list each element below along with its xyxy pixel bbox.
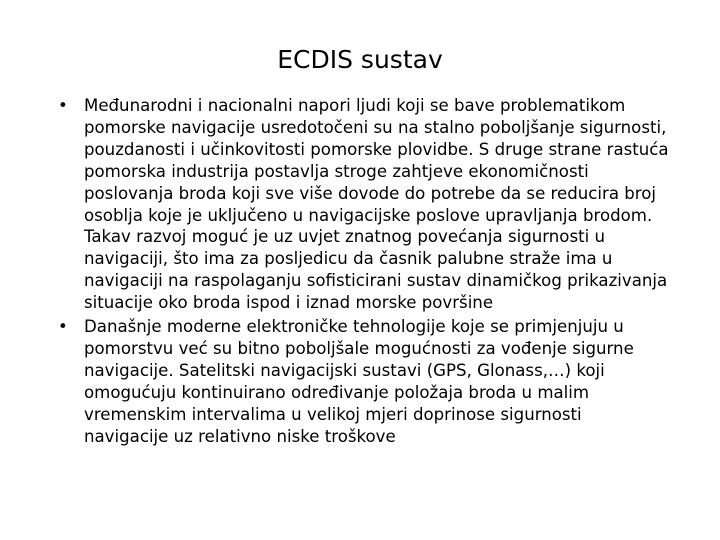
bullet-list	[58, 95, 670, 450]
bullet-icon: •	[58, 96, 68, 115]
bullet-text: Međunarodni i nacionalni napori ljudi koji se bave problematikom pomorske navigacije usredotočeni su na stalno poboljšanje sigurnosti, pouzdanosti i učinkovitosti pomorske plovidbe. S druge strane rastuća pomorska industrija postavlja stroge zahtjeve ekonomičnosti poslovanja broda koji sve više dovode do potrebe da se reducira broj osoblja koje je uključeno u navigacijske poslove upravljanja brodom. Takav razvoj moguć je uz uvjet znatnog povećanja sigurnosti u navigaciji, što ima za posljedicu da časnik palubne straže ima u navigaciji na raspolaganju sofisticirani sustav dinamičkog prikazivanja situacije oko broda ispod i iznad morske površine	[84, 96, 669, 313]
bullet-item	[58, 316, 670, 447]
bullet-icon: •	[58, 317, 68, 337]
slide-title: ECDIS sustav	[277, 45, 443, 74]
bullet-text: Današnje moderne elektroničke tehnologije koje se primjenjuju u pomorstvu već su bitno poboljšale mogućnosti za vođenje sigurne navigacije. Satelitski navigacijski sustavi (GPS, Glonass,…) koji omogućuju kontinuirano određivanje položaja broda u malim vremenskim intervalima u velikoj mjeri doprinose sigurnosti navigacije uz relativno niske troškove	[84, 317, 634, 446]
bullet-item	[58, 95, 670, 314]
